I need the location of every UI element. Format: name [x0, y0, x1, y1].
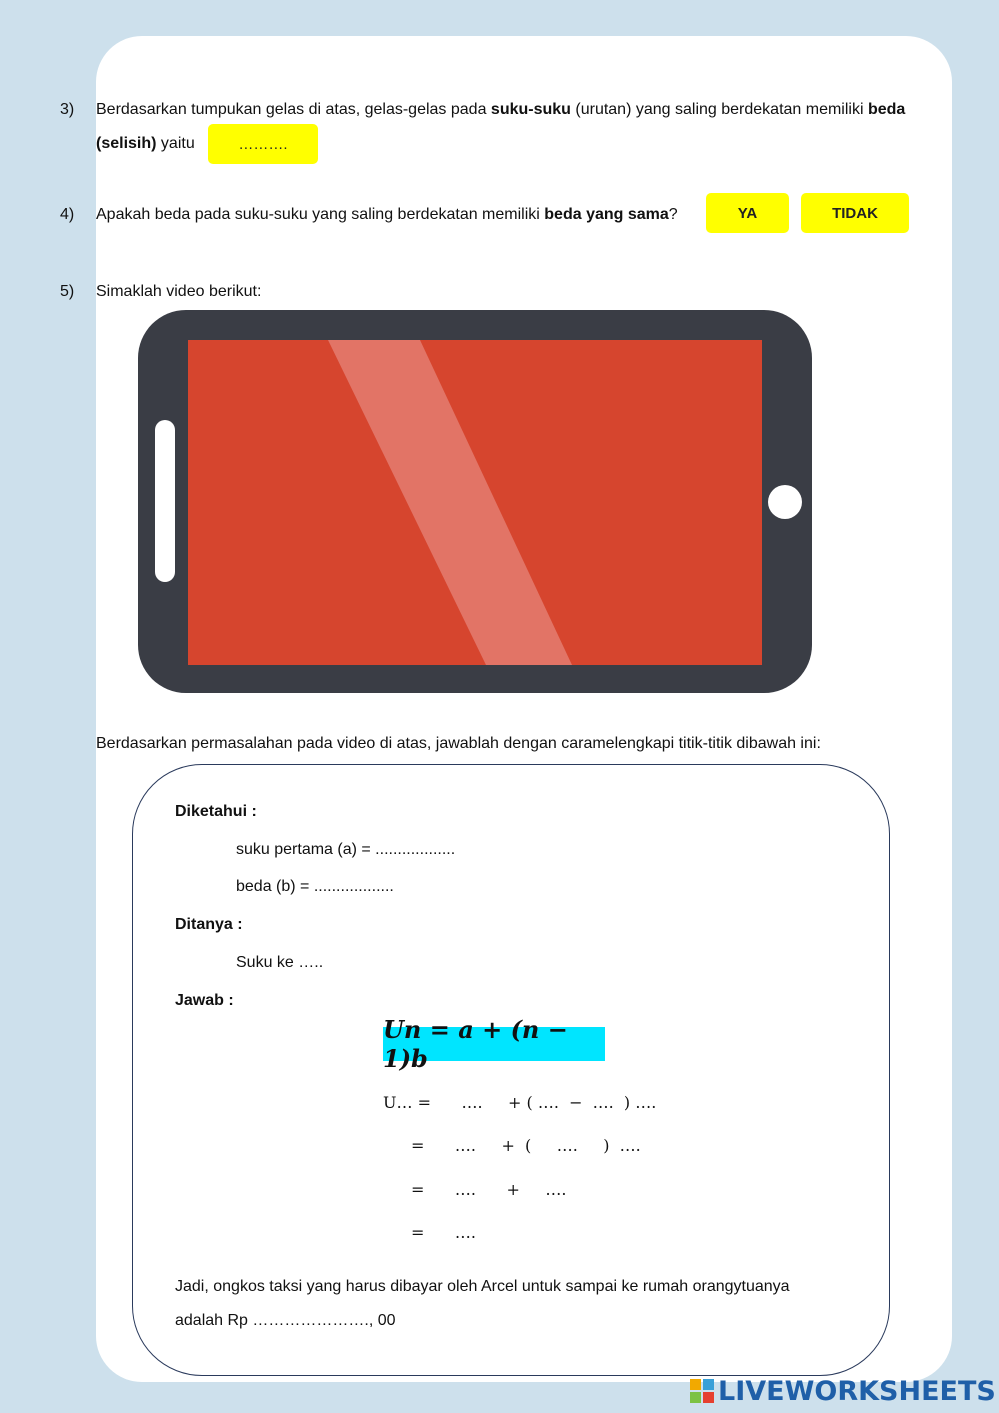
q4-number: 4): [60, 206, 75, 223]
brand-name: LIVEWORKSHEETS: [718, 1375, 996, 1407]
video-player[interactable]: [138, 310, 812, 693]
q4-text: [96, 198, 678, 231]
beda-field[interactable]: beda (b) = ..................: [236, 878, 394, 895]
conclusion-line-2[interactable]: adalah Rp …………………., 00: [175, 1312, 396, 1329]
calc-row-3[interactable]: = …. + ….: [411, 1180, 567, 1199]
q3-text-part: Berdasarkan tumpukan gelas di atas, gelas-gelas pada: [96, 101, 491, 118]
q3-number: 3): [60, 101, 75, 118]
q4-text-part: ?: [668, 206, 678, 223]
q3-text-line2: [96, 127, 195, 160]
jawab-label: Jawab :: [175, 992, 234, 1009]
q3-text-part: yaitu: [156, 135, 195, 152]
phone-side-button: [155, 420, 175, 582]
calc-row-4[interactable]: = ….: [411, 1223, 477, 1242]
logo-squares-icon: [690, 1379, 714, 1403]
conclusion-line-1: Jadi, ongkos taksi yang harus dibayar oleh Arcel untuk sampai ke rumah orangytuanya: [175, 1278, 790, 1295]
suku-pertama-field[interactable]: suku pertama (a) = ..................: [236, 841, 456, 858]
q5-number: 5): [60, 283, 75, 300]
option-ya-button[interactable]: YA: [706, 193, 789, 233]
q3-bold-sukusuku: suku-suku: [490, 101, 571, 118]
q5-text: Simaklah video berikut:: [96, 283, 262, 300]
q3-text-part: (urutan) yang saling berdekatan memiliki: [570, 101, 868, 118]
option-tidak-button[interactable]: TIDAK: [801, 193, 909, 233]
phone-home-button: [768, 485, 802, 519]
q3-answer-input[interactable]: ……….: [208, 124, 318, 164]
formula-highlight: Un = a + (n − 1)b: [383, 1027, 605, 1061]
suku-ke-field[interactable]: Suku ke …..: [236, 954, 324, 971]
phone-illustration: [138, 310, 812, 693]
q3-bold-beda: beda: [867, 101, 906, 118]
ditanya-label: Ditanya :: [175, 916, 243, 933]
calc-row-2[interactable]: = …. + ( …. ) ….: [411, 1136, 641, 1155]
q4-bold-beda-sama: beda yang sama: [544, 206, 669, 223]
q3-text: [96, 93, 946, 126]
q3-bold-selisih: (selisih): [96, 135, 157, 152]
q4-text-part: Apakah beda pada suku-suku yang saling berdekatan memiliki: [96, 206, 545, 223]
diketahui-label: Diketahui :: [175, 803, 257, 820]
instruction-text: Berdasarkan permasalahan pada video di atas, jawablah dengan caramelengkapi titik-titik dibawah ini:: [96, 735, 821, 752]
calc-row-1[interactable]: U… = …. + ( …. − …. ) ….: [383, 1093, 657, 1112]
liveworksheets-logo: [690, 1374, 996, 1408]
